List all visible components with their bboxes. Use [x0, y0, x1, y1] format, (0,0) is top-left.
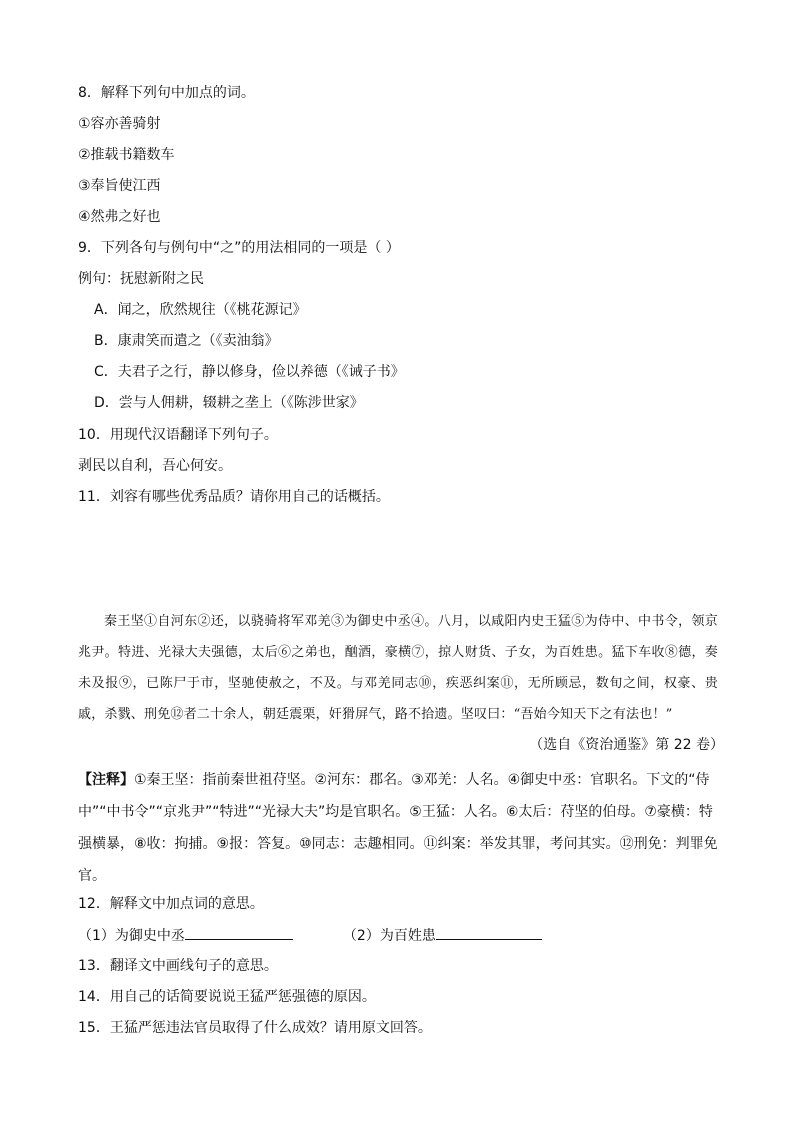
notes-label: 【注释】	[78, 772, 134, 788]
q9-option-c: C．夫君子之行，静以修身，俭以养德（《诫子书》	[94, 364, 405, 380]
q14-title: 14．用自己的话简要说说王猛严惩强德的原因。	[78, 989, 376, 1005]
notes-text: ①秦王坚：指前秦世祖苻坚。②河东：郡名。③邓羌：人名。④御史中丞：官职名。下文的“侍中”“中书令”“京兆尹”“特进”“光禄大夫”均是官职名。⑤王猛：人名。⑥太后：苻坚的伯母。⑦豪横：特强横暴，⑧收：拘捕。⑨报：答复。⑩同志：志趣相同。⑪纠案：举发其罪，考问其实。⑫刑免：判罪免官。	[78, 772, 718, 884]
q13-title: 13．翻译文中画线句子的意思。	[78, 958, 278, 974]
q8-item-4: ④然弗之好也	[78, 209, 161, 225]
q11-title: 11．刘容有哪些优秀品质？请你用自己的话概括。	[78, 489, 390, 505]
q9-example: 例句：抚慰新附之民	[78, 271, 204, 287]
annotations	[78, 764, 718, 892]
q8-item-1: ①容亦善骑射	[78, 116, 161, 132]
q9-option-b: B．康肃笑而遣之（《卖油翁》	[94, 333, 279, 349]
q10-sentence: 剥民以自利，吾心何安。	[78, 458, 232, 474]
q12-parts	[78, 925, 542, 946]
q12-part-2: （2）为百姓患	[342, 928, 436, 944]
passage-source: （选自《资治通鉴》第 22 卷）	[529, 737, 724, 753]
q10-title: 10．用现代汉语翻译下列句子。	[78, 427, 278, 443]
q9-title: 9．下列各句与例句中“之”的用法相同的一项是（ ）	[78, 240, 400, 256]
classical-passage	[78, 606, 718, 730]
q8-item-2: ②推载书籍数车	[78, 147, 175, 163]
passage-text: 秦王坚①自河东②还，以骁骑将军邓羌③为御史中丞④。八月，以咸阳内史王猛⑤为侍中、中书令，领京兆尹。特进、光禄大夫强德，太后⑥之弟也，酗酒，豪横⑦，掠人财货、子女，为百姓患。猛下车收⑧德，奏未及报⑨，已陈尸于市，坚驰使赦之，不及。与邓羌同志⑩，疾恶纠案⑪，无所顾忌，数旬之间，权豪、贵戚，杀戮、刑免⑫者二十余人，朝廷震栗，奸猾屏气，路不拾遗。坚叹曰：“吾始今知天下之有法也！”	[78, 614, 718, 722]
q8-title: 8．解释下列句中加点的词。	[78, 85, 255, 101]
q15-title: 15．王猛严惩违法官员取得了什么成效？请用原文回答。	[78, 1020, 432, 1036]
q12-title: 12．解释文中加点词的意思。	[78, 896, 264, 912]
q9-option-d: D．尝与人佣耕，辍耕之垄上（《陈涉世家》	[94, 395, 364, 411]
q8-item-3: ③奉旨使江西	[78, 178, 161, 194]
q9-option-a: A．闻之，欣然规往（《桃花源记》	[94, 302, 307, 318]
q12-answer-blank-1[interactable]	[185, 925, 293, 940]
q12-part-1: （1）为御史中丞	[78, 928, 185, 944]
q12-answer-blank-2[interactable]	[436, 925, 542, 940]
